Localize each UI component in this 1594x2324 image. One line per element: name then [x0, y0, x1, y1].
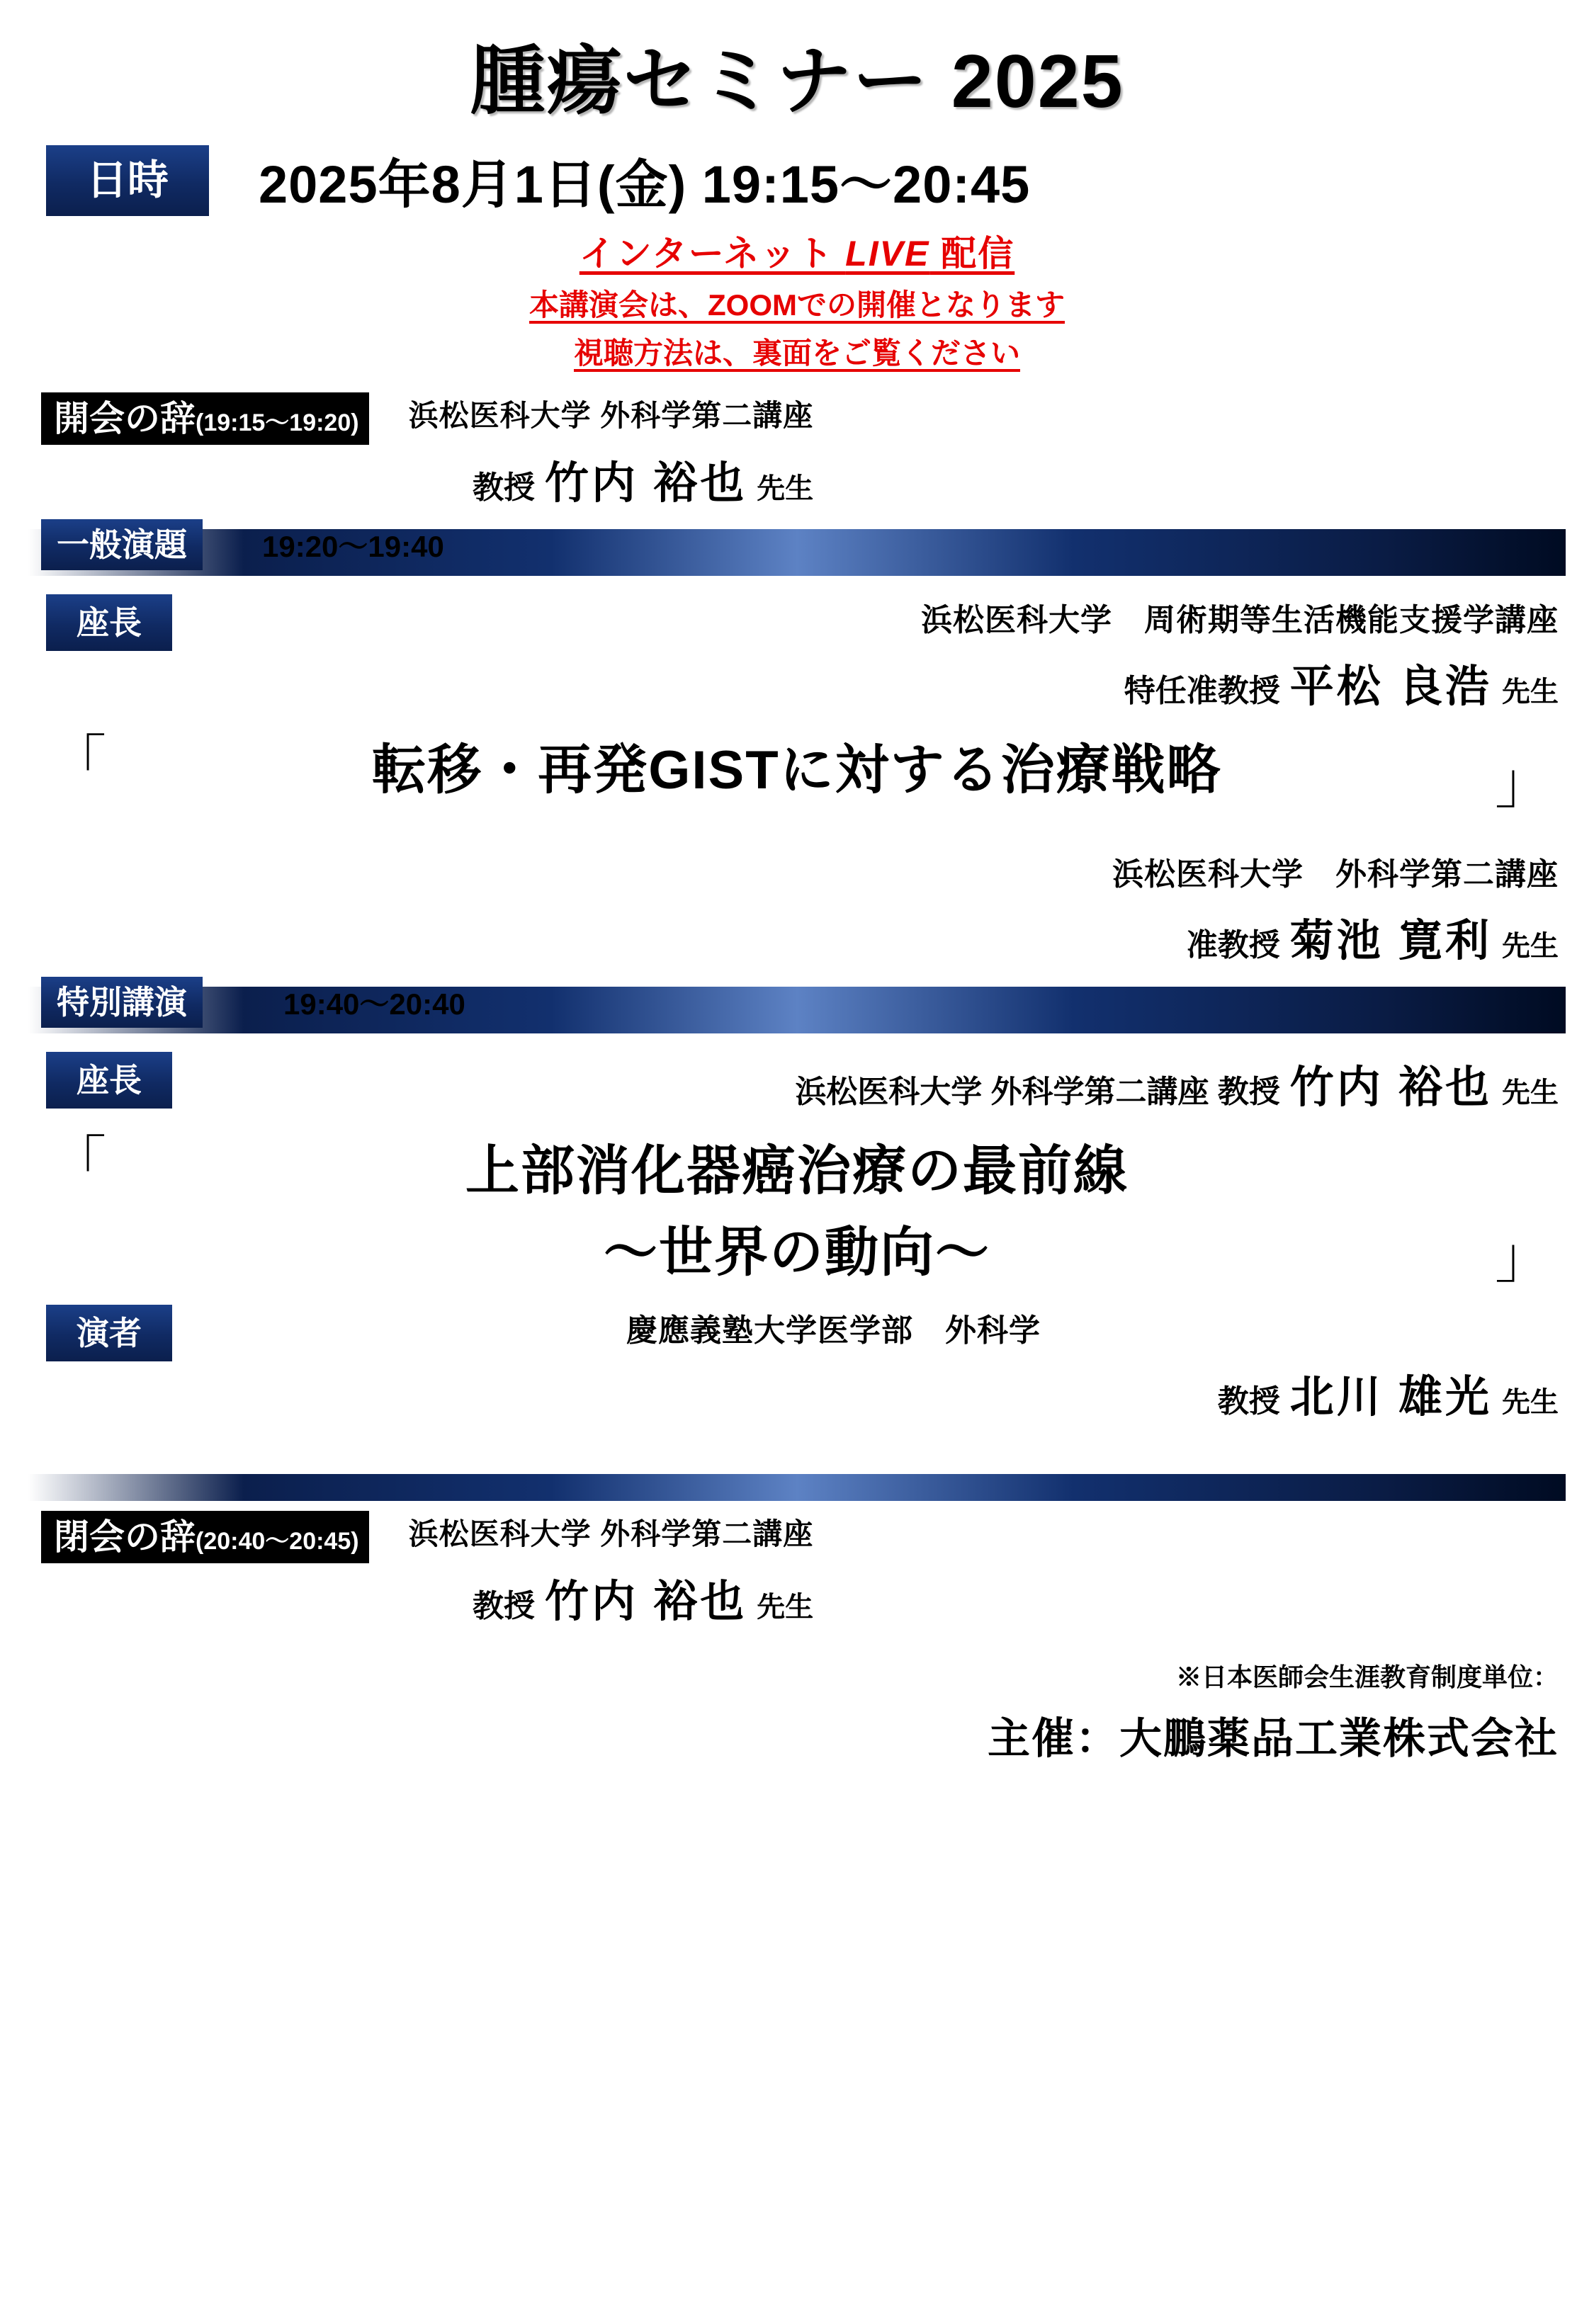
live-line-1b: LIVE [845, 234, 930, 273]
live-line-1 [28, 225, 1566, 276]
closing-remarks-time: (20:40～20:45) [196, 1528, 359, 1555]
general-talk [28, 727, 1566, 815]
general-speaker-role: 准教授 [1186, 928, 1280, 963]
opening-name: 竹内 裕也 [545, 459, 747, 508]
special-chair-name: 竹内 裕也 [1289, 1063, 1492, 1112]
opening-remarks-label: 開会の辞 [54, 399, 196, 438]
live-line-2: 本講演会は、ZOOMでの開催となります [529, 288, 1065, 322]
general-chair-person [172, 594, 1566, 714]
general-chair-affiliation: 浜松医科大学 周術期等生活機能支援学講座 [921, 603, 1559, 637]
general-talk-quote-close: 」 [1495, 752, 1551, 815]
date-row [28, 143, 1566, 218]
general-chair-name-line [172, 651, 1559, 714]
opening-remarks-person [409, 392, 814, 511]
special-chair-affiliation: 浜松医科大学 外科学第二講座 教授 [795, 1075, 1280, 1109]
date-value: 2025年8月1日(金) 19:15～20:45 [259, 155, 1031, 214]
general-chair-row [28, 594, 1566, 714]
general-session-time: 19:20～19:40 [262, 530, 444, 563]
special-talk-title [28, 1128, 1566, 1289]
live-line-1a: インターネット [579, 234, 846, 273]
special-lecture-time: 19:40～20:40 [283, 987, 465, 1021]
general-chair-chip: 座長 [46, 594, 172, 651]
general-talk-quote-open: 「 [50, 730, 106, 793]
general-speaker-name: 菊池 寛利 [1289, 917, 1492, 965]
spacer [28, 1424, 1566, 1456]
closing-name-suffix: 先生 [757, 1592, 814, 1623]
general-chair-name: 平松 良浩 [1289, 662, 1492, 711]
general-speaker-row [28, 849, 1566, 968]
closing-remarks-chip [41, 1511, 369, 1563]
closing-remarks-label: 閉会の辞 [54, 1517, 196, 1557]
closing-name: 竹内 裕也 [545, 1577, 747, 1626]
general-talk-title: 転移・再発GISTに対する治療戦略 [372, 740, 1222, 800]
general-chair-suffix: 先生 [1502, 676, 1559, 708]
closing-role: 教授 [473, 1589, 535, 1623]
spacer [28, 812, 1566, 830]
special-speaker-name-line [172, 1361, 1559, 1424]
special-speaker-name: 北川 雄光 [1289, 1373, 1492, 1422]
page-title: 腫瘍セミナー 2025 [470, 40, 1124, 123]
credit-note: ※日本医師会生涯教育制度単位： [1175, 1662, 1559, 1691]
special-talk-quote-open: 「 [50, 1131, 106, 1194]
general-chair-role: 特任准教授 [1124, 674, 1280, 708]
general-session-label: 一般演題 [41, 519, 203, 570]
special-speaker-chip: 演者 [46, 1305, 172, 1361]
special-speaker-role: 教授 [1217, 1384, 1280, 1419]
general-speaker-name-line [172, 905, 1559, 968]
date-label-chip: 日時 [46, 145, 209, 216]
closing-banner [28, 1474, 1566, 1501]
opening-remarks-time: (19:15～19:20) [196, 409, 359, 436]
general-session-banner [28, 526, 1566, 576]
live-broadcast-block [28, 225, 1566, 373]
special-lecture-label: 特別講演 [41, 977, 203, 1028]
seminar-flyer [0, 21, 1594, 2324]
opening-name-suffix: 先生 [757, 473, 814, 504]
general-speaker-suffix: 先生 [1502, 931, 1559, 962]
general-speaker-person [172, 849, 1566, 968]
special-lecture-banner [28, 984, 1566, 1033]
sponsor-line: 主催：大鵬薬品工業株式会社 [988, 1715, 1559, 1762]
closing-name-line [409, 1566, 814, 1629]
special-speaker-person [172, 1305, 1566, 1424]
special-talk-quote-close: 」 [1495, 1226, 1551, 1289]
special-talk-title-line2: ～世界の動向～ [604, 1223, 990, 1283]
closing-remarks-row [28, 1511, 1566, 1629]
opening-affiliation: 浜松医科大学 外科学第二講座 [408, 399, 814, 432]
special-speaker-affiliation: 慶應義塾大学医学部 外科学 [626, 1313, 1041, 1348]
opening-remarks-row [28, 392, 1566, 511]
general-speaker-affiliation: 浜松医科大学 外科学第二講座 [1112, 857, 1559, 892]
special-chair-suffix: 先生 [1502, 1077, 1559, 1109]
special-speaker-row [28, 1305, 1566, 1424]
live-line-3: 視聴方法は、裏面をご覧ください [573, 336, 1020, 370]
special-chair-row [28, 1052, 1566, 1115]
opening-remarks-chip [41, 392, 369, 445]
special-chair-chip: 座長 [46, 1052, 172, 1109]
opening-name-line [409, 448, 814, 511]
special-chair-person [172, 1052, 1566, 1115]
special-talk [28, 1128, 1566, 1289]
special-speaker-suffix: 先生 [1502, 1387, 1559, 1418]
closing-remarks-person [409, 1511, 814, 1629]
special-talk-title-line1: 上部消化器癌治療の最前線 [465, 1141, 1129, 1201]
live-line-1c: 配信 [929, 234, 1015, 273]
opening-role: 教授 [473, 470, 535, 505]
closing-affiliation: 浜松医科大学 外科学第二講座 [408, 1517, 814, 1551]
